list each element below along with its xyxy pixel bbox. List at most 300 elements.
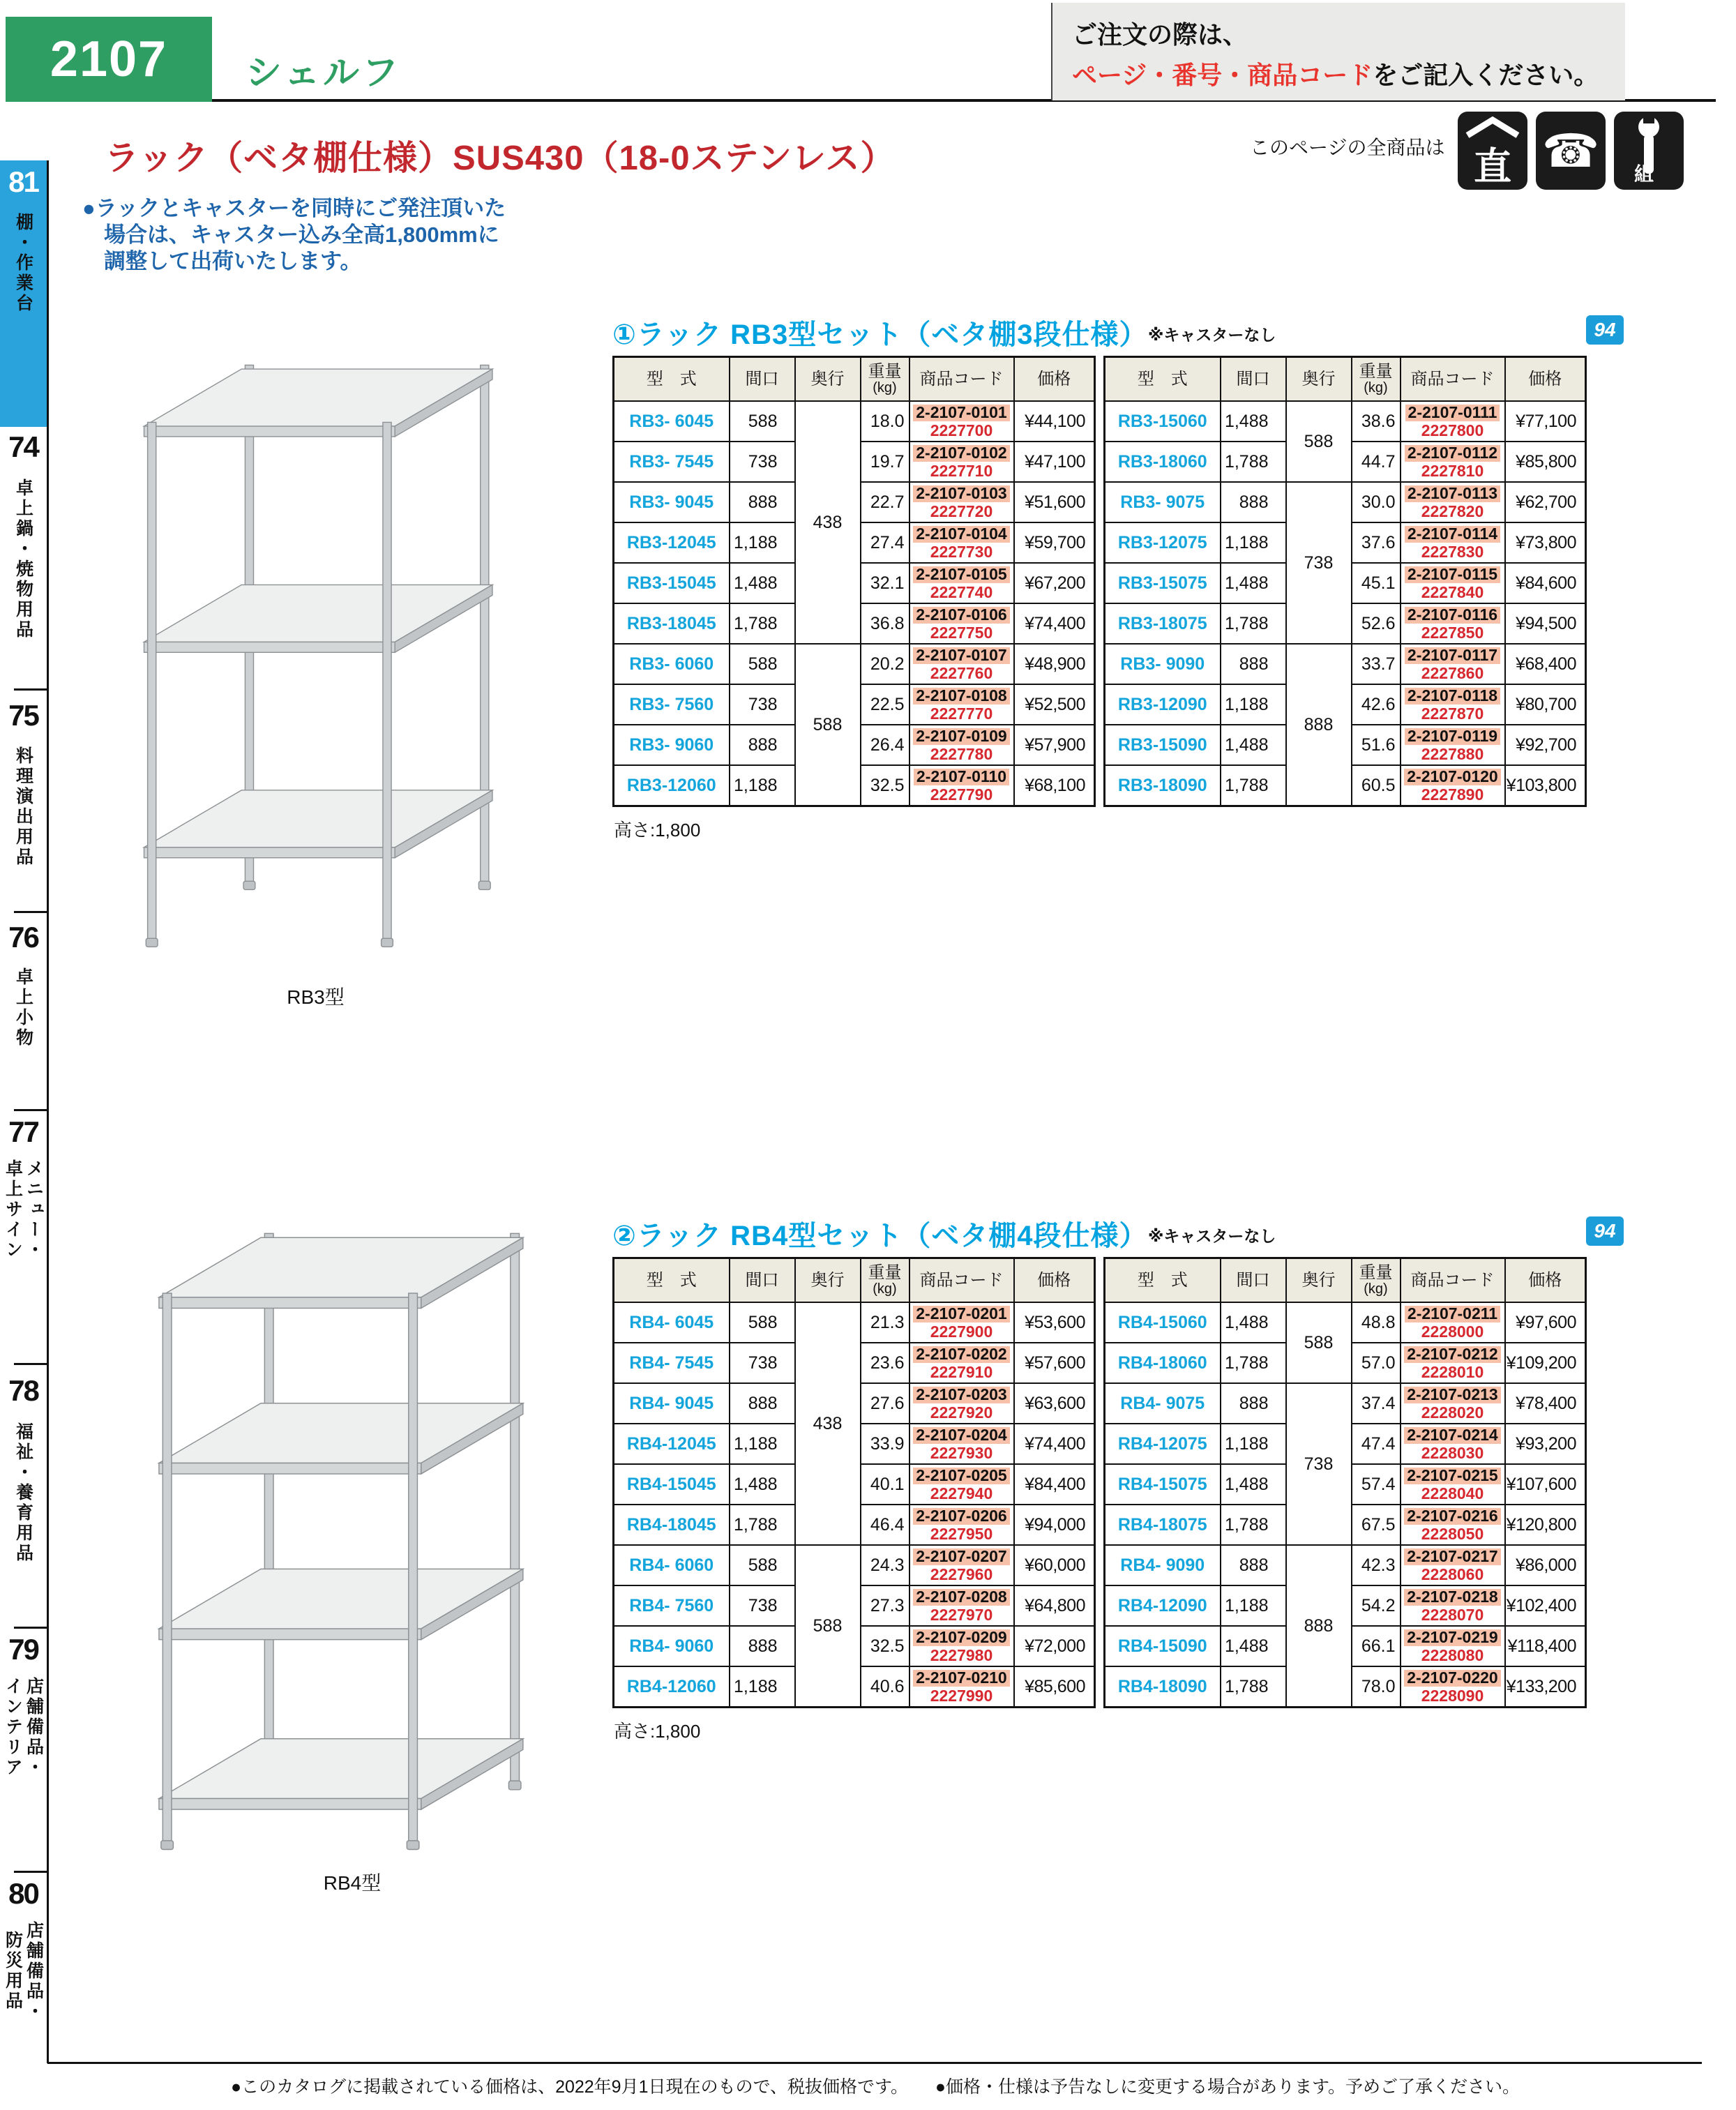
width-cell: 1,188 [730, 1424, 795, 1464]
product-code: 2-2107-0212 [1404, 1346, 1500, 1363]
model-cell: RB3-18090 [1105, 765, 1221, 806]
width-cell: 888 [730, 1383, 795, 1424]
shipping-note-line2: 場合は、キャスター込み全高1,800mmに [104, 223, 499, 247]
price-cell: ¥59,700 [1014, 522, 1095, 563]
product-code-cell [1401, 1383, 1505, 1424]
sidebar-label: 棚・作業台 [13, 212, 33, 314]
page-number: 2107 [50, 31, 168, 87]
price-cell: ¥85,600 [1014, 1666, 1095, 1708]
weight-cell: 38.6 [1352, 401, 1401, 442]
footer-note-left: ●このカタログに掲載されている価格は、2022年9月1日現在のもので、税抜価格です。 [230, 2077, 908, 2097]
product-code: 2-2107-0111 [1405, 405, 1500, 421]
column-header: 間口 [730, 1258, 795, 1303]
sidebar-label: 料理演出用品 [13, 746, 33, 868]
product-code: 2-2107-0118 [1405, 688, 1500, 704]
product-code: 2-2107-0215 [1404, 1468, 1500, 1484]
table-row [1105, 1545, 1586, 1585]
column-header: 価格 [1505, 1258, 1586, 1303]
product-code-red: 2227860 [1421, 664, 1484, 682]
weight-cell: 78.0 [1352, 1666, 1401, 1708]
price-cell: ¥63,600 [1014, 1383, 1095, 1424]
rb4-image-label: RB4型 [323, 1872, 382, 1894]
weight-cell: 48.8 [1352, 1302, 1401, 1343]
table-row [614, 401, 1095, 442]
product-code-cell [909, 1626, 1014, 1666]
page-number-box [6, 17, 212, 102]
width-cell: 1,188 [1221, 1585, 1286, 1626]
width-cell: 1,488 [1221, 563, 1286, 603]
width-cell: 1,188 [730, 765, 795, 806]
column-header: 重量 (kg) [1352, 1258, 1401, 1303]
product-code: 2-2107-0205 [913, 1468, 1009, 1484]
product-code: 2-2107-0114 [1405, 526, 1500, 543]
product-code-cell [1401, 482, 1505, 522]
product-code-cell [1401, 1343, 1505, 1383]
sidebar-num: 78 [8, 1374, 38, 1407]
model-cell: RB3- 7560 [614, 684, 730, 725]
product-code-red: 2227980 [930, 1646, 993, 1664]
weight-cell: 27.6 [861, 1383, 909, 1424]
price-cell: ¥68,400 [1505, 644, 1586, 684]
column-header: 価格 [1014, 357, 1095, 402]
price-cell: ¥47,100 [1014, 442, 1095, 482]
weight-cell: 37.6 [1352, 522, 1401, 563]
model-cell: RB3- 7545 [614, 442, 730, 482]
model-cell: RB4-12045 [614, 1424, 730, 1464]
sidebar-item-80[interactable] [0, 1879, 47, 2030]
model-cell: RB3- 6060 [614, 644, 730, 684]
product-code-red: 2228080 [1421, 1646, 1484, 1664]
price-cell: ¥51,600 [1014, 482, 1095, 522]
width-cell: 1,788 [730, 603, 795, 644]
width-cell: 1,788 [1221, 1666, 1286, 1708]
rb3-image-label: RB3型 [287, 986, 345, 1008]
page-title: ラック（ベタ棚仕様）SUS430（18-0ステンレス） [105, 140, 896, 177]
sidebar-item-75[interactable] [0, 701, 47, 880]
depth-cell: 588 [795, 1545, 861, 1708]
shipping-note [82, 195, 506, 275]
sidebar-label: メニュー・卓上サイン [3, 1159, 44, 1260]
product-code-red: 2228090 [1421, 1687, 1484, 1705]
column-header: 奥行 [1286, 1258, 1352, 1303]
price-cell: ¥52,500 [1014, 684, 1095, 725]
width-cell: 1,788 [1221, 1505, 1286, 1545]
width-cell: 1,788 [730, 1505, 795, 1545]
weight-cell: 45.1 [1352, 563, 1401, 603]
product-code: 2-2107-0203 [913, 1387, 1009, 1403]
weight-cell: 47.4 [1352, 1424, 1401, 1464]
sidebar-separator [14, 1363, 47, 1365]
rb4-height-note: 高さ:1,800 [614, 1721, 701, 1742]
weight-cell: 44.7 [1352, 442, 1401, 482]
width-cell: 1,488 [1221, 401, 1286, 442]
weight-cell: 37.4 [1352, 1383, 1401, 1424]
column-header: 商品コード [1401, 357, 1505, 402]
product-code-cell [909, 1302, 1014, 1343]
product-code-red: 2227940 [930, 1484, 993, 1502]
width-cell: 888 [1221, 644, 1286, 684]
product-code: 2-2107-0106 [913, 607, 1009, 624]
product-code-red: 2227720 [930, 502, 993, 520]
product-code: 2-2107-0103 [913, 485, 1009, 502]
depth-cell: 888 [1286, 1545, 1352, 1708]
price-cell: ¥94,000 [1014, 1505, 1095, 1545]
product-code-cell [909, 1585, 1014, 1626]
product-code: 2-2107-0119 [1405, 728, 1500, 745]
product-code: 2-2107-0201 [913, 1306, 1009, 1322]
weight-cell: 40.6 [861, 1666, 909, 1708]
price-cell: ¥64,800 [1014, 1585, 1095, 1626]
product-code: 2-2107-0112 [1405, 445, 1500, 462]
model-cell: RB3-12060 [614, 765, 730, 806]
sidebar-item-79[interactable] [0, 1635, 47, 1786]
product-code: 2-2107-0204 [913, 1427, 1009, 1444]
product-code-red: 2227850 [1421, 624, 1484, 642]
model-cell: RB4-18060 [1105, 1343, 1221, 1383]
table-row [614, 644, 1095, 684]
weight-cell: 18.0 [861, 401, 909, 442]
column-header: 型 式 [614, 357, 730, 402]
weight-cell: 27.4 [861, 522, 909, 563]
price-cell: ¥74,400 [1014, 1424, 1095, 1464]
price-cell: ¥85,800 [1505, 442, 1586, 482]
product-code-red: 2228060 [1421, 1565, 1484, 1583]
sidebar-item-74[interactable] [0, 432, 47, 654]
product-code-red: 2227990 [930, 1687, 993, 1705]
model-cell: RB3-18060 [1105, 442, 1221, 482]
model-cell: RB4- 9045 [614, 1383, 730, 1424]
product-code-cell [1401, 522, 1505, 563]
weight-cell: 20.2 [861, 644, 909, 684]
weight-cell: 36.8 [861, 603, 909, 644]
width-cell: 888 [730, 725, 795, 765]
width-cell: 1,188 [1221, 522, 1286, 563]
model-cell: RB4-15045 [614, 1464, 730, 1505]
width-cell: 888 [1221, 482, 1286, 522]
model-cell: RB4- 9090 [1105, 1545, 1221, 1585]
product-code-cell [909, 644, 1014, 684]
order-note-line2 [1072, 56, 1599, 91]
price-cell: ¥78,400 [1505, 1383, 1586, 1424]
product-code-cell [909, 1464, 1014, 1505]
column-header: 奥行 [795, 357, 861, 402]
model-cell: RB3- 9090 [1105, 644, 1221, 684]
width-cell: 738 [730, 684, 795, 725]
model-cell: RB3- 9045 [614, 482, 730, 522]
sidebar-item-76[interactable] [0, 923, 47, 1060]
sidebar-item-78[interactable] [0, 1376, 47, 1576]
product-code: 2-2107-0213 [1404, 1387, 1500, 1403]
product-code-cell [909, 765, 1014, 806]
price-cell: ¥74,400 [1014, 603, 1095, 644]
product-code-cell [1401, 1464, 1505, 1505]
column-header: 重量 (kg) [861, 357, 909, 402]
product-code: 2-2107-0115 [1405, 566, 1500, 583]
depth-cell: 588 [1286, 401, 1352, 482]
price-table [1103, 1257, 1587, 1708]
sidebar-separator [14, 688, 47, 691]
price-cell: ¥57,900 [1014, 725, 1095, 765]
column-header: 型 式 [614, 1258, 730, 1303]
column-header: 商品コード [1401, 1258, 1505, 1303]
sidebar-num: 77 [8, 1115, 38, 1148]
sidebar-label: 卓上小物 [13, 967, 33, 1048]
product-code-cell [909, 1545, 1014, 1585]
product-code-cell [1401, 1545, 1505, 1585]
footer-rule [47, 2062, 1702, 2064]
page-icons-label: このページの全商品は [1250, 137, 1445, 158]
product-code: 2-2107-0206 [913, 1508, 1009, 1525]
model-cell: RB4-12075 [1105, 1424, 1221, 1464]
weight-cell: 33.7 [1352, 644, 1401, 684]
weight-cell: 26.4 [861, 725, 909, 765]
rb3-height-note: 高さ:1,800 [614, 820, 701, 841]
product-code-cell [1401, 1585, 1505, 1626]
sidebar-item-81[interactable] [0, 167, 47, 326]
table-row [1105, 1383, 1586, 1424]
product-code-red: 2227870 [1421, 704, 1484, 723]
sidebar-label: 福祉・養育用品 [13, 1422, 33, 1564]
width-cell: 1,488 [1221, 725, 1286, 765]
product-code: 2-2107-0107 [913, 647, 1009, 664]
order-note-line2-black: をご記入ください。 [1373, 61, 1599, 89]
weight-cell: 40.1 [861, 1464, 909, 1505]
width-cell: 1,788 [1221, 442, 1286, 482]
model-cell: RB4-18075 [1105, 1505, 1221, 1545]
column-header: 価格 [1505, 357, 1586, 402]
width-cell: 888 [1221, 1545, 1286, 1585]
table-row [614, 1302, 1095, 1343]
sidebar-item-77[interactable] [0, 1117, 47, 1269]
product-code-cell [1401, 401, 1505, 442]
product-code-cell [909, 482, 1014, 522]
weight-cell: 52.6 [1352, 603, 1401, 644]
price-cell: ¥72,000 [1014, 1626, 1095, 1666]
price-cell: ¥107,600 [1505, 1464, 1586, 1505]
model-cell: RB4- 9060 [614, 1626, 730, 1666]
model-cell: RB4- 6045 [614, 1302, 730, 1343]
sidebar-separator [14, 1871, 47, 1873]
product-code-cell [909, 725, 1014, 765]
sidebar-num: 81 [8, 165, 38, 198]
phone-glyph: ☎ [1541, 125, 1600, 176]
depth-cell: 438 [795, 1302, 861, 1545]
depth-cell: 588 [795, 644, 861, 806]
column-header: 奥行 [795, 1258, 861, 1303]
price-cell: ¥67,200 [1014, 563, 1095, 603]
product-code-red: 2227780 [930, 745, 993, 763]
shipping-note-line1: ●ラックとキャスターを同時にご発注頂いた [82, 196, 506, 220]
product-code-red: 2228050 [1421, 1525, 1484, 1543]
model-cell: RB3-15060 [1105, 401, 1221, 442]
model-cell: RB3- 6045 [614, 401, 730, 442]
product-code: 2-2107-0116 [1405, 607, 1500, 624]
width-cell: 888 [730, 1626, 795, 1666]
product-code-cell [909, 1505, 1014, 1545]
rb3-product-image [101, 328, 530, 973]
model-cell: RB4-15060 [1105, 1302, 1221, 1343]
model-cell: RB3-15090 [1105, 725, 1221, 765]
footer-note-right: ●価格・仕様は予告なしに変更する場合があります。予めご了承ください。 [935, 2077, 1520, 2097]
rb4-table-left [612, 1257, 1096, 1708]
product-code-cell [909, 603, 1014, 644]
sidebar-separator [14, 1627, 47, 1629]
rb4-page-ref-badge: 94 [1586, 1216, 1624, 1246]
rb4-no-caster-note: ※キャスターなし [1148, 1227, 1276, 1245]
table-row [1105, 401, 1586, 442]
assembly-glyph: 組立 [1629, 163, 1672, 213]
sidebar-separator [14, 1109, 47, 1111]
model-cell: RB4-15090 [1105, 1626, 1221, 1666]
product-code-cell [909, 684, 1014, 725]
product-code-red: 2227890 [1421, 785, 1484, 804]
column-header: 間口 [1221, 357, 1286, 402]
product-code: 2-2107-0207 [913, 1548, 1009, 1565]
price-cell: ¥103,800 [1505, 765, 1586, 806]
product-code-cell [1401, 442, 1505, 482]
depth-cell: 588 [1286, 1302, 1352, 1383]
sidebar-num: 74 [8, 430, 38, 463]
product-code: 2-2107-0110 [914, 769, 1009, 785]
column-header: 間口 [730, 357, 795, 402]
product-code-red: 2227730 [930, 543, 993, 561]
product-code: 2-2107-0209 [913, 1629, 1009, 1646]
rb4-table-title: ②ラック RB4型セット（ベタ棚4段仕様） [612, 1221, 1148, 1251]
price-cell: ¥97,600 [1505, 1302, 1586, 1343]
width-cell: 888 [1221, 1383, 1286, 1424]
shipping-note-line3: 調整して出荷いたします。 [104, 249, 362, 273]
model-cell: RB4- 7560 [614, 1585, 730, 1626]
product-code-red: 2227880 [1421, 745, 1484, 763]
rb4-table-right [1103, 1257, 1587, 1708]
footer-note [49, 2073, 1702, 2098]
product-code: 2-2107-0101 [913, 405, 1009, 421]
order-note-line2-red: ページ・番号・商品コード [1072, 61, 1373, 89]
product-code: 2-2107-0109 [913, 728, 1009, 745]
rb3-no-caster-note: ※キャスターなし [1148, 326, 1276, 344]
rb3-table-title: ①ラック RB3型セット（ベタ棚3段仕様） [612, 319, 1148, 350]
weight-cell: 32.5 [861, 765, 909, 806]
product-code-red: 2227950 [930, 1525, 993, 1543]
product-code: 2-2107-0208 [913, 1589, 1009, 1606]
table-row [1105, 482, 1586, 522]
price-cell: ¥118,400 [1505, 1626, 1586, 1666]
price-table [612, 1257, 1096, 1708]
product-code-cell [1401, 1626, 1505, 1666]
rb3-table-left [612, 356, 1096, 807]
column-header: 奥行 [1286, 357, 1352, 402]
width-cell: 1,188 [730, 1666, 795, 1708]
weight-cell: 42.3 [1352, 1545, 1401, 1585]
product-code-red: 2227700 [930, 421, 993, 439]
weight-cell: 32.1 [861, 563, 909, 603]
product-code-red: 2227900 [930, 1322, 993, 1341]
weight-cell: 67.5 [1352, 1505, 1401, 1545]
weight-cell: 33.9 [861, 1424, 909, 1464]
product-code: 2-2107-0105 [913, 566, 1009, 583]
sidebar-num: 75 [8, 699, 38, 732]
width-cell: 1,788 [1221, 603, 1286, 644]
sidebar-label: 店舗備品・インテリア [3, 1676, 44, 1778]
product-code-red: 2227930 [930, 1444, 993, 1462]
model-cell: RB4-15075 [1105, 1464, 1221, 1505]
product-code-red: 2227750 [930, 624, 993, 642]
price-cell: ¥84,400 [1014, 1464, 1095, 1505]
width-cell: 588 [730, 1302, 795, 1343]
weight-cell: 19.7 [861, 442, 909, 482]
rb3-table-right [1103, 356, 1587, 807]
rb4-table-section [612, 1214, 1616, 1765]
product-code: 2-2107-0220 [1404, 1670, 1500, 1687]
sidebar-num: 79 [8, 1633, 38, 1666]
product-code-cell [909, 401, 1014, 442]
price-cell: ¥109,200 [1505, 1343, 1586, 1383]
weight-cell: 23.6 [861, 1343, 909, 1383]
table-row [1105, 644, 1586, 684]
width-cell: 1,488 [1221, 1302, 1286, 1343]
price-cell: ¥93,200 [1505, 1424, 1586, 1464]
weight-cell: 30.0 [1352, 482, 1401, 522]
product-code: 2-2107-0104 [913, 526, 1009, 543]
sidebar-num: 76 [8, 921, 38, 954]
depth-cell: 738 [1286, 1383, 1352, 1545]
model-cell: RB4-18045 [614, 1505, 730, 1545]
price-cell: ¥57,600 [1014, 1343, 1095, 1383]
model-cell: RB4- 9075 [1105, 1383, 1221, 1424]
width-cell: 738 [730, 1585, 795, 1626]
weight-cell: 51.6 [1352, 725, 1401, 765]
product-code: 2-2107-0117 [1405, 647, 1500, 664]
model-cell: RB3-12075 [1105, 522, 1221, 563]
product-code-cell [909, 1424, 1014, 1464]
product-code-red: 2227790 [930, 785, 993, 804]
weight-cell: 57.0 [1352, 1343, 1401, 1383]
product-code-red: 2227800 [1421, 421, 1484, 439]
width-cell: 588 [730, 644, 795, 684]
weight-cell: 32.5 [861, 1626, 909, 1666]
direct-delivery-glyph: 直 [1474, 146, 1511, 188]
product-code-cell [909, 1343, 1014, 1383]
model-cell: RB3-18075 [1105, 603, 1221, 644]
width-cell: 1,188 [730, 522, 795, 563]
model-cell: RB3-12090 [1105, 684, 1221, 725]
model-cell: RB3-12045 [614, 522, 730, 563]
sidebar-label: 店舗備品・防災用品 [3, 1920, 44, 2022]
category-title: シェルフ [246, 53, 401, 93]
product-code-red: 2227760 [930, 664, 993, 682]
product-code-cell [909, 442, 1014, 482]
width-cell: 1,188 [1221, 684, 1286, 725]
model-cell: RB3- 9075 [1105, 482, 1221, 522]
width-cell: 588 [730, 401, 795, 442]
weight-cell: 57.4 [1352, 1464, 1401, 1505]
width-cell: 888 [730, 482, 795, 522]
sidebar-separator [14, 911, 47, 913]
product-code-cell [909, 1383, 1014, 1424]
product-code-cell [1401, 765, 1505, 806]
product-code-red: 2228070 [1421, 1606, 1484, 1624]
depth-cell: 738 [1286, 482, 1352, 644]
model-cell: RB4- 7545 [614, 1343, 730, 1383]
column-header: 価格 [1014, 1258, 1095, 1303]
column-header: 商品コード [909, 357, 1014, 402]
price-cell: ¥102,400 [1505, 1585, 1586, 1626]
product-code-red: 2228030 [1421, 1444, 1484, 1462]
product-code-red: 2227910 [930, 1363, 993, 1381]
price-cell: ¥48,900 [1014, 644, 1095, 684]
price-cell: ¥80,700 [1505, 684, 1586, 725]
product-code-cell [1401, 1505, 1505, 1545]
